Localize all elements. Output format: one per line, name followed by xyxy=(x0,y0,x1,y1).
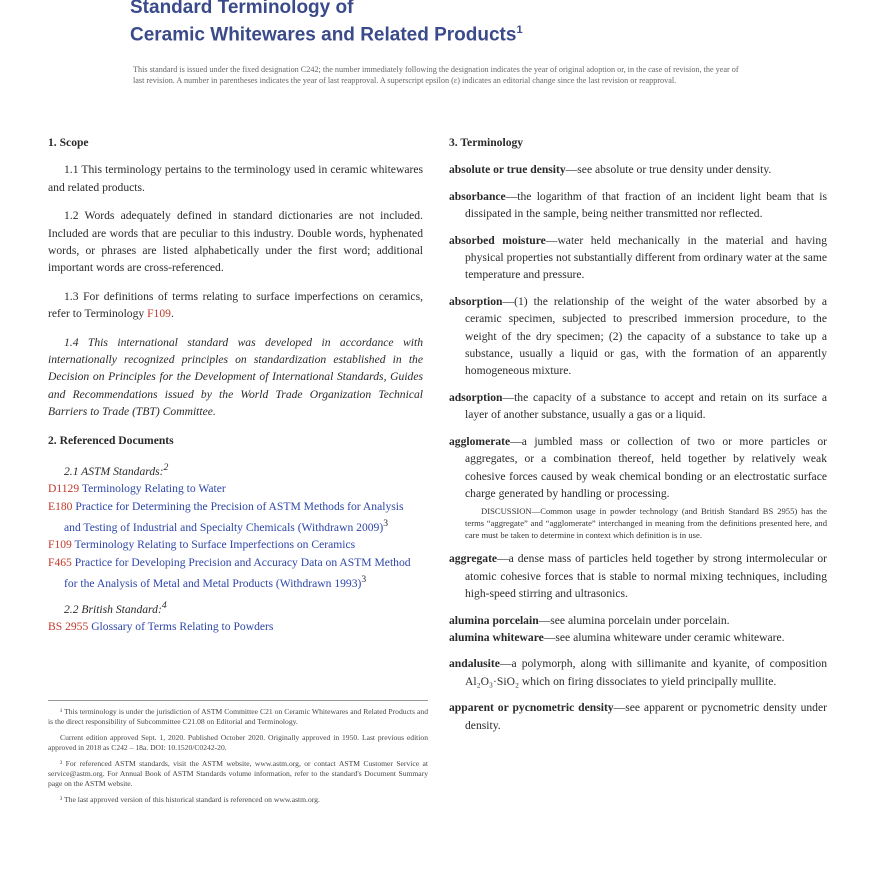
ref-item[interactable] xyxy=(48,554,423,593)
term-definition: —(1) the relationship of the weight of the water absorbed by a ceramic specimen, subjected to prescribed immersion procedure, to the weight of the dry specimen; (2) the capacity of a substance to take up a substance, usually a liquid or gas, with the formation of an apparently homogeneous mixture. xyxy=(465,294,827,378)
scope-1-3 xyxy=(48,288,423,323)
f109-link[interactable]: F109 xyxy=(147,307,171,321)
term-definition: —the capacity of a substance to accept and retain on its surface a layer of another substance, usually a gas or a liquid. xyxy=(465,390,827,422)
term-entry xyxy=(449,433,827,503)
scope-1-4: 1.4 This international standard was developed in accordance with internationally recognized principles on standardization established in the Decision on Principles for the Development of International Standards, Guides and Recommendations issued by the World Trade Organization Technical Barriers to Trade (TBT) Committee. xyxy=(48,335,423,419)
term-name: andalusite xyxy=(449,657,500,671)
footnote-3: ³ The last approved version of this historical standard is referenced on www.astm.org. xyxy=(60,795,320,804)
title-footnote-mark: 1 xyxy=(516,24,523,36)
term-entry xyxy=(449,655,827,690)
term-definition: —the logarithm of that fraction of an incident light beam that is dissipated in the sample, being neither transmitted nor reflected. xyxy=(465,189,827,221)
term-discussion: DISCUSSION—Common usage in powder technology (and British Standard BS 2955) has the terms “aggregate” and “agglomerate” interchanged in meaning from the definitions presented here, and care must be taken to determine in context which definition is in use. xyxy=(465,506,827,541)
ref-item[interactable] xyxy=(48,498,423,537)
term-name: apparent or pycnometric density xyxy=(449,701,614,715)
astm-standards-label xyxy=(48,459,423,480)
term-name: aggregate xyxy=(449,552,498,566)
term-name: agglomerate xyxy=(449,434,511,448)
term-definition: —see apparent or pycnometric density under density. xyxy=(465,701,827,732)
scope-1-3-end: . xyxy=(170,307,174,321)
ref-title: Terminology Relating to Surface Imperfections on Ceramics xyxy=(74,538,356,552)
term-name: alumina whiteware xyxy=(449,630,544,644)
term-definition: —see absolute or true density under density. xyxy=(565,163,772,177)
term-definition: —water held mechanically in the material and having physical properties not substantially different from ordinary water at the same temperature and pressure. xyxy=(465,233,827,282)
term-definition: —a dense mass of particles held together by strong intermolecular or atomic cohesive forces that is stable to normal mixing techniques, including high-speed stirring and ultrasonics. xyxy=(465,552,827,601)
ref-code: D1129 xyxy=(48,482,80,496)
referenced-documents-heading: 2. Referenced Documents xyxy=(48,433,174,447)
ref-footnote-mark: 3 xyxy=(383,518,389,530)
astm-standards-text: 2.1 ASTM Standards: xyxy=(64,464,164,478)
term-definition: —a jumbled mass or collection of two or more particles or aggregates, or a combination thereof, held together by relatively weak cohesive forces caused by weak chemical bonding or an electrostatic surface charge generated by handling or processing. xyxy=(465,434,827,500)
british-standard-text: 2.2 British Standard: xyxy=(64,602,162,616)
term-definition: —see alumina whiteware under ceramic whiteware. xyxy=(543,630,785,644)
left-column xyxy=(48,134,423,635)
scope-1-3-text: 1.3 For definitions of terms relating to surface imperfections on ceramics, refer to Terminology xyxy=(48,289,423,321)
ref-code: E180 xyxy=(48,499,73,513)
scope-heading: 1. Scope xyxy=(48,136,89,149)
ref-code: F465 xyxy=(48,555,72,569)
term-name: alumina porcelain xyxy=(449,613,539,627)
ref-title: Practice for Determining the Precision of ASTM Methods for Analysis and Testing of Industrial and Specialty Chemicals (Withdrawn 2009) xyxy=(64,499,404,535)
british-standard-label xyxy=(48,597,423,618)
ref-title: Practice for Developing Precision and Accuracy Data on ASTM Method for the Analysis of Metal and Metal Products (Withdrawn 1993) xyxy=(64,555,411,591)
title-line-2: Ceramic Whitewares and Related Products xyxy=(130,24,517,46)
term-name: absolute or true density xyxy=(449,163,566,177)
footnotes xyxy=(48,700,428,811)
ref-item[interactable] xyxy=(48,536,423,553)
term-name: absorbed moisture xyxy=(449,233,546,247)
term-name: absorption xyxy=(449,294,503,308)
british-footnote-mark: 4 xyxy=(161,599,167,611)
right-column xyxy=(449,134,827,743)
ref-title: Terminology Relating to Water xyxy=(81,482,226,496)
document-title xyxy=(130,0,770,46)
ref-code: BS 2955 xyxy=(48,619,89,633)
scope-1-1: 1.1 This terminology pertains to the terminology used in ceramic whitewares and related products. xyxy=(48,163,423,194)
term-definition: —a polymorph, along with sillimanite and kyanite, of composition Al₂O₃·SiO₂ which on firing dissociates to yield principally mullite. xyxy=(465,657,827,688)
term-entry xyxy=(449,629,827,646)
ref-title: Glossary of Terms Relating to Powders xyxy=(91,619,274,633)
term-name: absorbance xyxy=(449,189,506,203)
term-entry xyxy=(449,232,827,284)
term-entry xyxy=(449,389,827,424)
term-entry xyxy=(449,612,827,629)
ref-code: F109 xyxy=(48,538,72,552)
footnote-1: ¹ This terminology is under the jurisdiction of ASTM Committee C21 on Ceramic Whitewares and Related Products and is the direct responsibility of Subcommittee C21.08 on Editorial and Terminology. xyxy=(48,707,428,726)
scope-1-2: 1.2 Words adequately defined in standard dictionaries are not included. Included are words that are peculiar to this industry. Double words, hyphenated words, or phrases are listed alphabetically under the first word; additional important words are cross-referenced. xyxy=(48,209,423,275)
footnote-1b: Current edition approved Sept. 1, 2020. Published October 2020. Originally approved in 1950. Last previous edition approved in 2018 as C242 – 18a. DOI: 10.1520/C0242-20. xyxy=(48,733,428,752)
ref-item[interactable] xyxy=(48,618,423,635)
designation-note: This standard is issued under the fixed designation C242; the number immediately following the designation indicates the year of original adoption or, in the case of revision, the year of last revision. A number in parentheses indicates the year of last reapproval. A superscript epsilon (ε) indicates an editorial change since the last revision or reapproval. xyxy=(133,65,739,85)
footnote-2: ² For referenced ASTM standards, visit the ASTM website, www.astm.org, or contact ASTM Customer Service at service@astm.org. For Annual Book of ASTM Standards volume information, refer to the standard's Document Summary page on the ASTM website. xyxy=(48,759,428,788)
astm-footnote-mark: 2 xyxy=(163,462,169,474)
ref-footnote-mark: 3 xyxy=(361,574,367,586)
term-entry xyxy=(449,550,827,602)
term-entry xyxy=(449,188,827,223)
title-line-1: Standard Terminology of xyxy=(130,0,354,18)
terminology-heading: 3. Terminology xyxy=(449,136,524,149)
term-definition: —see alumina porcelain under porcelain. xyxy=(538,613,730,627)
term-entry xyxy=(449,699,827,734)
term-entry xyxy=(449,293,827,380)
ref-item[interactable] xyxy=(48,480,423,497)
term-entry xyxy=(449,161,827,178)
term-name: adsorption xyxy=(449,390,503,404)
